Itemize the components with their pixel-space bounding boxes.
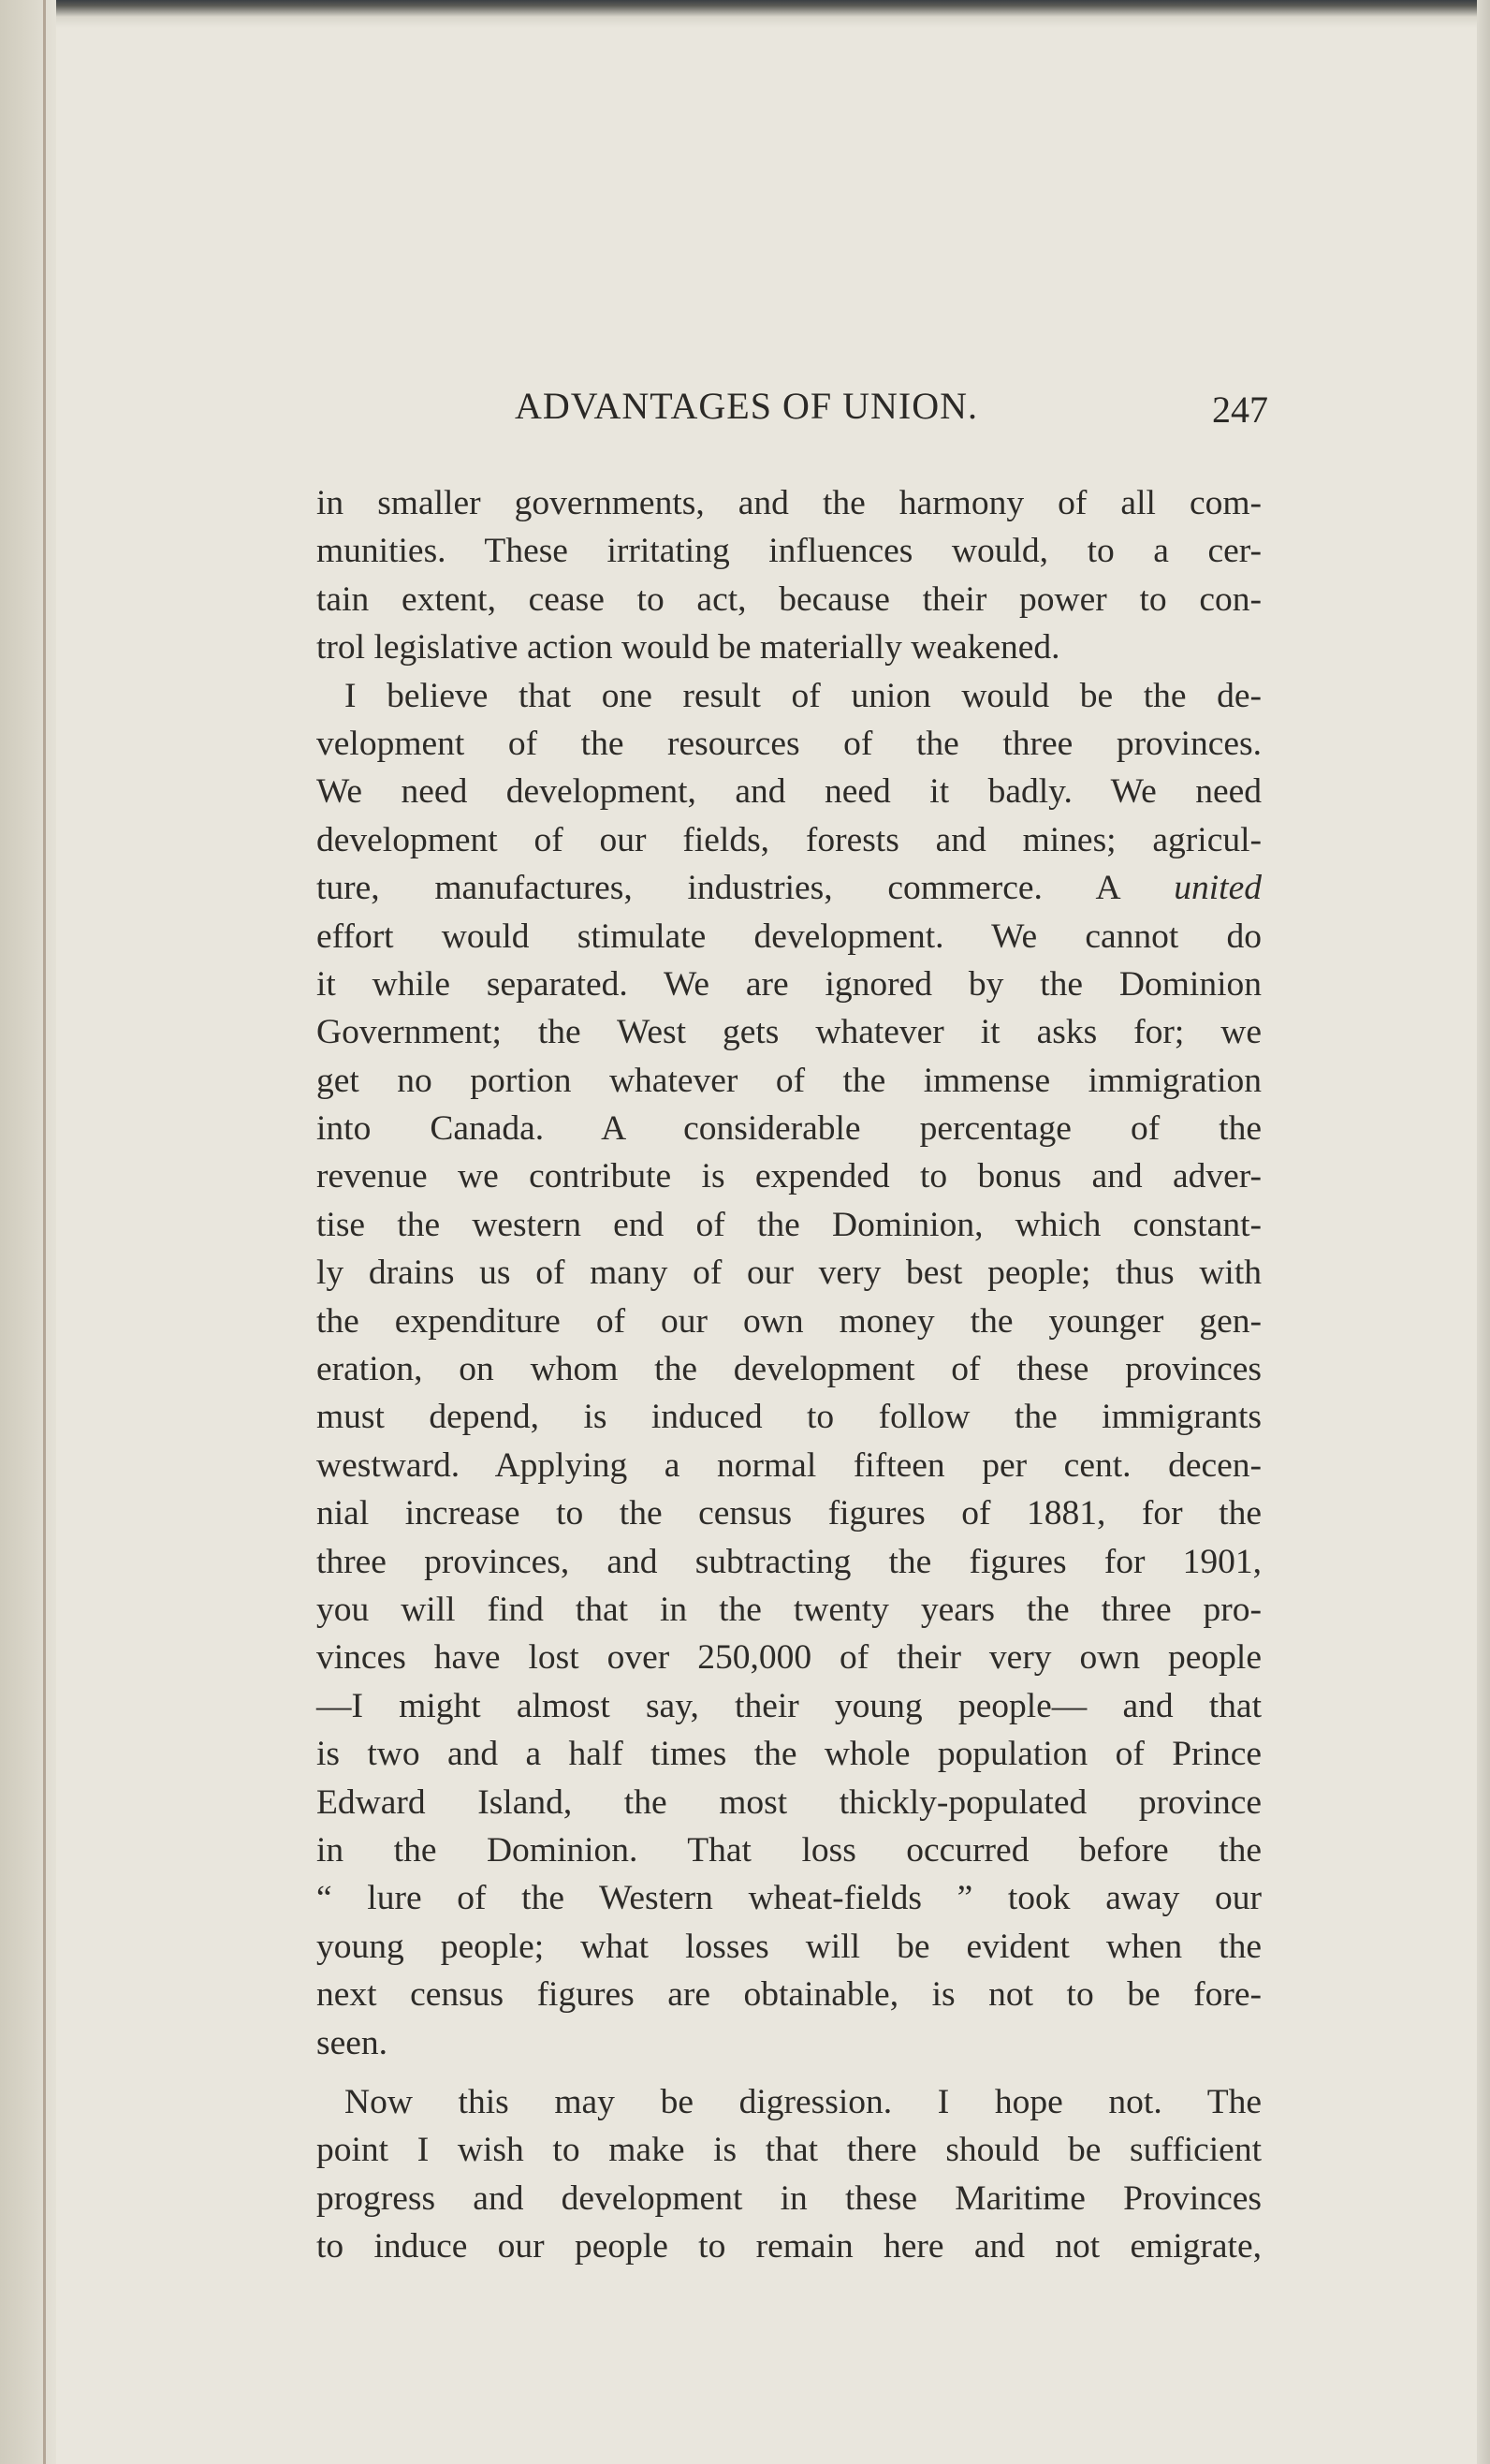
text-line: in smaller governments, and the harmony of all com- xyxy=(316,484,1262,522)
text-line: progress and development in these Maritime Provinces xyxy=(316,2178,1262,2218)
text-line: young people; what losses will be evident when the xyxy=(316,1927,1262,1966)
italic-word: united xyxy=(1174,869,1262,908)
text-line: “ lure of the Western wheat-fields ” took away our xyxy=(316,1879,1262,1918)
text-line: development of our fields, forests and mines; agricul- xyxy=(316,820,1262,859)
text-line: three provinces, and subtracting the figures for 1901, xyxy=(316,1542,1262,1581)
book-gutter xyxy=(0,0,56,2464)
text-line: Edward Island, the most thickly-populated province xyxy=(316,1782,1262,1822)
text-line: the expenditure of our own money the younger gen- xyxy=(316,1301,1262,1341)
text-line: westward. Applying a normal fifteen per cent. decen- xyxy=(316,1445,1262,1485)
paragraph xyxy=(316,2078,1262,2271)
text-line: munities. These irritating influences would, to a cer- xyxy=(316,532,1262,571)
gutter-shadow-line xyxy=(43,0,46,2464)
text-line: revenue we contribute is expended to bonus and adver- xyxy=(316,1157,1262,1196)
text-line: seen. xyxy=(316,2023,388,2062)
text-line: vinces have lost over 250,000 of their very own people xyxy=(316,1638,1262,1678)
paragraph xyxy=(316,479,1262,672)
body-text xyxy=(316,479,1262,2270)
page-number: 247 xyxy=(1212,389,1268,431)
running-head: ADVANTAGES OF UNION. xyxy=(515,385,978,427)
text-line: into Canada. A considerable percentage of the xyxy=(316,1109,1262,1149)
text-line-with-italic xyxy=(316,864,1262,912)
paragraph xyxy=(316,672,1262,2067)
text-line: you will find that in the twenty years the three pro- xyxy=(316,1590,1262,1629)
right-page-edge xyxy=(1477,0,1490,2464)
text-line: next census figures are obtainable, is not to be fore- xyxy=(316,1975,1262,2015)
text-line: tise the western end of the Dominion, which constant- xyxy=(316,1205,1262,1244)
text-line: Government; the West gets whatever it asks for; we xyxy=(316,1013,1262,1052)
text-line: trol legislative action would be materially weakened. xyxy=(316,628,1060,667)
text-line: nial increase to the census figures of 1881, for the xyxy=(316,1494,1262,1533)
text-line: —I might almost say, their young people— and that xyxy=(316,1686,1262,1725)
text-line: tain extent, cease to act, because their power to con- xyxy=(316,579,1262,619)
text-line-segment: ture, manufactures, industries, commerce. A xyxy=(316,869,1119,908)
text-line: I believe that one result of union would be the de- xyxy=(344,676,1262,715)
text-line: We need development, and need it badly. We need xyxy=(316,772,1262,812)
text-line: to induce our people to remain here and not emigrate, xyxy=(316,2227,1262,2266)
page-header xyxy=(309,384,1273,440)
text-line: get no portion whatever of the immense immigration xyxy=(316,1061,1262,1100)
text-line: Now this may be digression. I hope not. The xyxy=(344,2082,1262,2121)
text-line: is two and a half times the whole population of Prince xyxy=(316,1735,1262,1774)
text-line: ly drains us of many of our very best people; thus with xyxy=(316,1254,1262,1293)
text-line: must depend, is induced to follow the immigrants xyxy=(316,1398,1262,1437)
text-line: velopment of the resources of the three provinces. xyxy=(316,724,1262,763)
text-line: it while separated. We are ignored by the Dominion xyxy=(316,964,1262,1004)
top-page-edge xyxy=(0,0,1490,28)
text-line: effort would stimulate development. We cannot do xyxy=(316,917,1262,956)
text-line: eration, on whom the development of these provinces xyxy=(316,1350,1262,1389)
text-line: point I wish to make is that there should be sufficient xyxy=(316,2131,1262,2170)
text-line: in the Dominion. That loss occurred before the xyxy=(316,1830,1262,1870)
paragraph-gap xyxy=(316,2067,1262,2078)
